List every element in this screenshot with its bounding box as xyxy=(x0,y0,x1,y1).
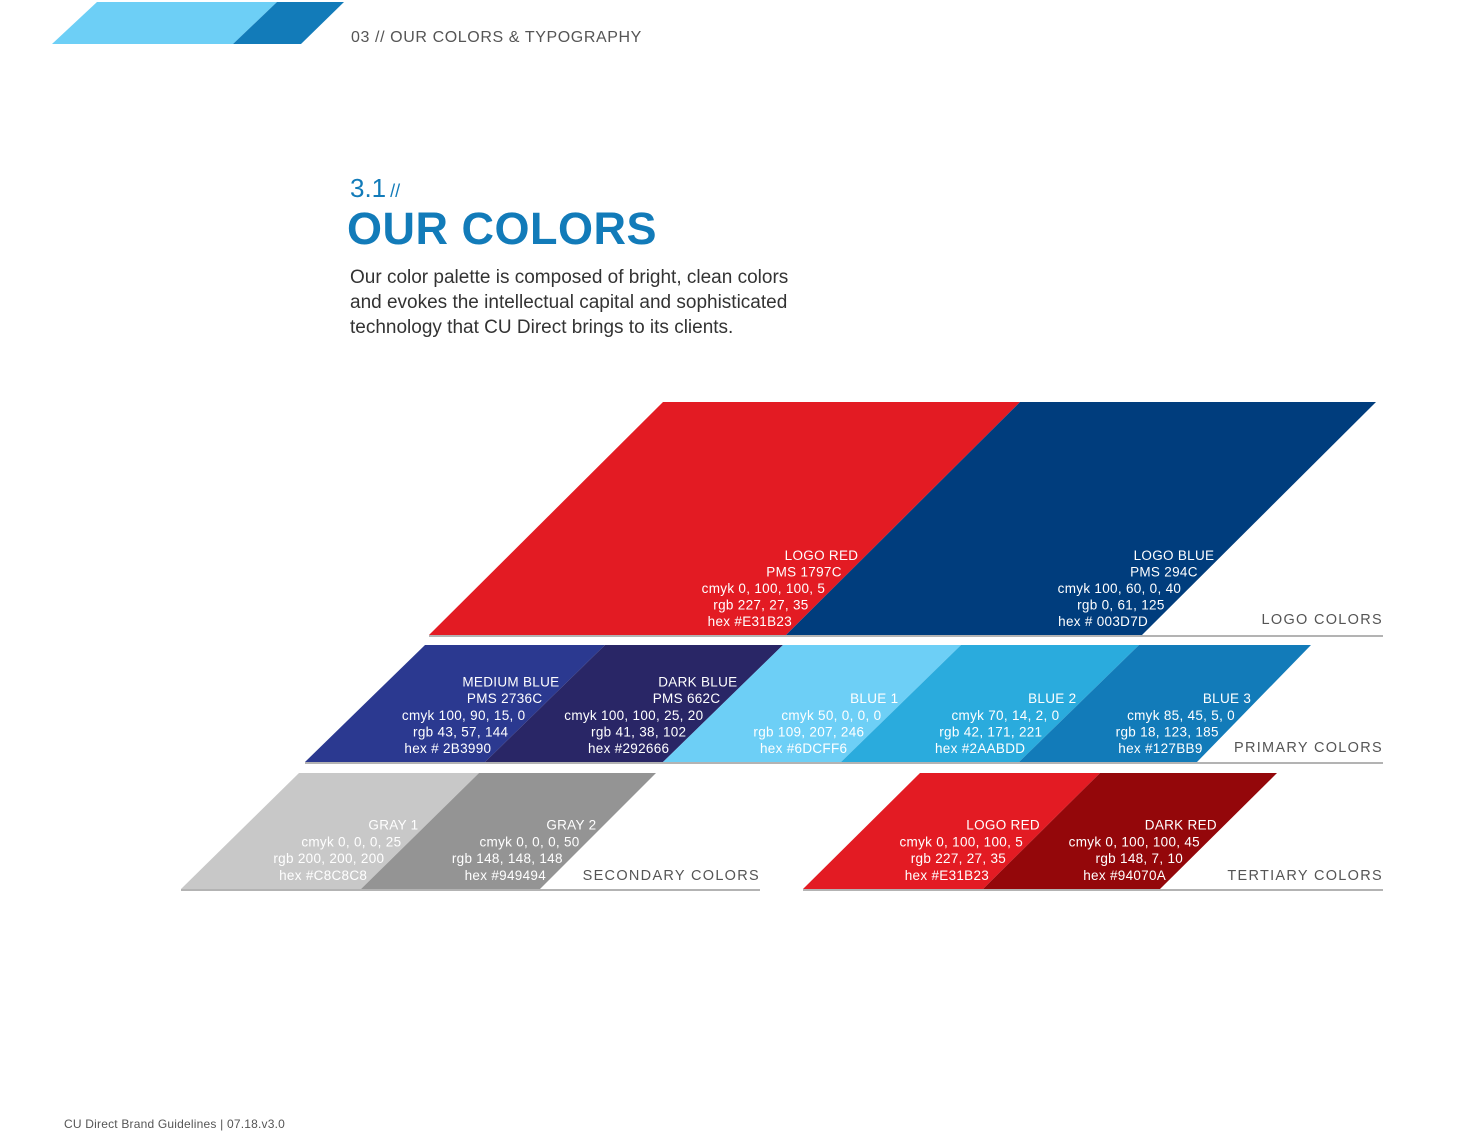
medium-blue-swatch-label: hex # 2B3990 xyxy=(404,741,492,756)
tertiary-colors-label: TERTIARY COLORS xyxy=(1227,868,1383,884)
logo-red-swatch-label: rgb 227, 27, 35 xyxy=(910,851,1007,867)
blue-3-swatch-label: rgb 18, 123, 185 xyxy=(1115,724,1219,740)
logo-blue-swatch-label: LOGO BLUE xyxy=(1133,548,1215,563)
gray-1-swatch-label: cmyk 0, 0, 0, 25 xyxy=(301,834,402,850)
logo-red-swatch-label: rgb 227, 27, 35 xyxy=(713,597,809,613)
primary-colors-label: PRIMARY COLORS xyxy=(1233,740,1383,756)
blue-1-swatch-label: cmyk 50, 0, 0, 0 xyxy=(781,707,882,723)
medium-blue-swatch-label: cmyk 100, 90, 15, 0 xyxy=(401,707,526,723)
dark-red-swatch-label: DARK RED xyxy=(1144,817,1217,833)
gray-2-swatch-label: cmyk 0, 0, 0, 50 xyxy=(479,834,580,850)
blue-3-swatch-label: cmyk 85, 45, 5, 0 xyxy=(1127,707,1235,723)
blue-1-swatch-label: BLUE 1 xyxy=(850,691,899,707)
dark-red-swatch-label: rgb 148, 7, 10 xyxy=(1095,851,1184,867)
secondary-colors-label: SECONDARY COLORS xyxy=(582,868,760,884)
blue-3-swatch-label: hex #127BB9 xyxy=(1118,741,1203,756)
dark-blue-swatch-label: rgb 41, 38, 102 xyxy=(591,724,687,740)
blue-2-swatch-label: BLUE 2 xyxy=(1028,691,1077,707)
logo-blue-swatch-label: rgb 0, 61, 125 xyxy=(1077,597,1165,613)
dark-blue-swatch-label: PMS 662C xyxy=(652,691,721,707)
logo-red-swatch-label: PMS 1797C xyxy=(766,564,842,580)
dark-blue-swatch-label: cmyk 100, 100, 25, 20 xyxy=(564,707,704,723)
page-title: OUR COLORS xyxy=(347,203,658,254)
section-number-slashes: // xyxy=(390,181,401,201)
intro-line: Our color palette is composed of bright, clean colors xyxy=(350,267,789,288)
blue-1-swatch-label: hex #6DCFF6 xyxy=(760,741,848,756)
logo-colors-label: LOGO COLORS xyxy=(1261,612,1383,628)
intro-line: and evokes the intellectual capital and sophisticated xyxy=(350,292,788,313)
gray-1-swatch-label: rgb 200, 200, 200 xyxy=(273,851,385,867)
logo-colors-row xyxy=(429,402,1383,636)
logo-red-swatch-label: LOGO RED xyxy=(966,817,1040,833)
footer: CU Direct Brand Guidelines | 07.18.v3.0 xyxy=(64,1117,286,1131)
logo-red-swatch-label: LOGO RED xyxy=(784,548,859,563)
logo-red-swatch-label: cmyk 0, 100, 100, 5 xyxy=(899,834,1024,850)
gray-2-swatch-label: GRAY 2 xyxy=(546,817,597,833)
gray-1-swatch-label: hex #C8C8C8 xyxy=(279,868,368,883)
gray-2-swatch-label: hex #949494 xyxy=(464,868,546,883)
logo-red-swatch-label: hex #E31B23 xyxy=(707,614,793,629)
medium-blue-swatch-label: rgb 43, 57, 144 xyxy=(413,724,509,740)
gray-1-swatch-label: GRAY 1 xyxy=(368,817,419,833)
logo-red-swatch-label: hex #E31B23 xyxy=(904,868,990,883)
medium-blue-swatch-label: MEDIUM BLUE xyxy=(462,674,560,690)
secondary-colors-row xyxy=(181,773,760,890)
logo-blue-swatch-label: hex # 003D7D xyxy=(1058,614,1149,629)
dark-red-swatch-label: cmyk 0, 100, 100, 45 xyxy=(1068,834,1201,850)
primary-colors-row xyxy=(305,645,1383,763)
tertiary-colors-row xyxy=(803,773,1383,890)
blue-2-swatch-label: hex #2AABDD xyxy=(934,741,1026,756)
medium-blue-swatch-label: PMS 2736C xyxy=(466,691,543,707)
section-number-value: 3.1 xyxy=(350,173,387,203)
logo-blue-swatch-label: cmyk 100, 60, 0, 40 xyxy=(1057,581,1182,596)
dark-blue-swatch-label: DARK BLUE xyxy=(658,674,738,690)
intro-line: technology that CU Direct brings to its clients. xyxy=(350,317,734,338)
blue-3-swatch-label: BLUE 3 xyxy=(1202,691,1252,707)
blue-2-swatch-label: cmyk 70, 14, 2, 0 xyxy=(951,707,1060,723)
blue-1-swatch-label: rgb 109, 207, 246 xyxy=(753,724,865,740)
gray-2-swatch-label: rgb 148, 148, 148 xyxy=(451,851,563,867)
dark-red-swatch-label: hex #94070A xyxy=(1083,868,1167,883)
logo-blue-swatch-label: PMS 294C xyxy=(1130,564,1198,580)
logo-red-swatch-label: cmyk 0, 100, 100, 5 xyxy=(701,581,826,596)
section-label: 03 // OUR COLORS & TYPOGRAPHY xyxy=(351,29,642,46)
blue-2-swatch-label: rgb 42, 171, 221 xyxy=(939,724,1043,740)
dark-blue-swatch-label: hex #292666 xyxy=(587,741,670,756)
